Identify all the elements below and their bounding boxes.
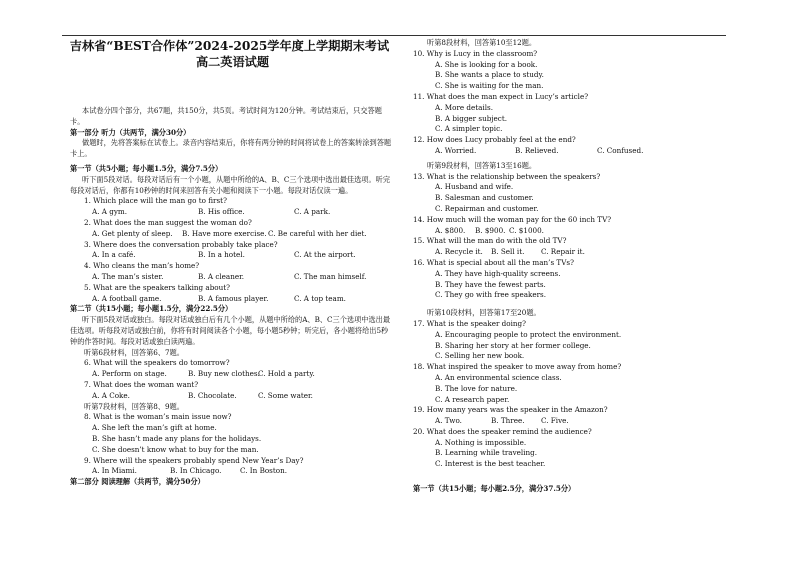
question-7: 7. What does the woman want? [84,379,199,389]
section1-instructions: 听下面5段对话。每段对话后有一个小题，从题中所给的A、B、C三个选项中选出最佳选项。听完每段对话后，你都有10秒钟的时间来回答有关小题和阅读下一小题。每段对话仅读一遍。 [70,174,391,195]
option: C. The man himself. [294,271,367,281]
part1-note: 做题时，先将答案标在试卷上。录音内容结束后，你将有两分钟的时间将试卷上的答案转涂到答题卡上。 [70,138,392,159]
option: A. Recycle it. [435,247,483,257]
question-10-option-b: B. She wants a place to study. [435,70,544,80]
option: A. Worried. [435,145,477,155]
option: B. In Chicago. [170,466,222,476]
option: C. Some water. [258,390,313,400]
question-16-option-a: A. They have high-quality screens. [435,268,561,278]
part1-heading: 第一部分 听力（共两节，满分30分） [70,127,191,137]
question-18-option-b: B. The love for nature. [435,383,518,393]
section2-heading: 第二节（共15小题；每小题1.5分，满分22.5分） [70,304,233,314]
question-18: 18. What inspired the speaker to move away from home? [413,362,622,372]
question-20-option-a: A. Nothing is impossible. [435,437,527,447]
right-column [413,38,733,495]
option: A. The man’s sister. [92,271,164,281]
reading-section1-heading: 第一节（共15小题；每小题2.5分，满分37.5分） [413,484,576,494]
question-17-option-c: C. Selling her new book. [435,351,525,361]
question-10-option-c: C. She is waiting for the man. [435,81,544,91]
option: B. Sell it. [491,247,525,257]
question-19-options [413,416,733,427]
part2-heading: 第二部分 阅读理解（共两节，满分50分） [70,477,205,487]
option: A. A football game. [92,293,162,303]
option: C. Be careful with her diet. [268,228,367,238]
question-19: 19. How many years was the speaker in the Amazon? [413,405,608,415]
option: B. His office. [198,207,245,217]
option: B. Relieved. [515,145,559,155]
question-12: 12. How does Lucy probably feel at the end? [413,135,576,145]
option: B. A famous player. [198,293,269,303]
exam-intro: 本试卷分四个部分，共67题，共150分，共5页。考试时间为120分钟。考试结束后，只交答题卡。 [70,106,382,126]
question-1-options [70,207,395,218]
option: B. Have more exercise. [182,228,267,238]
left-column [70,38,395,488]
question-7-options [70,391,395,402]
material-7-note: 听第7段材料，回答第8、9题。 [84,401,184,411]
exam-title: 吉林省“BEST合作体”2024-2025学年度上学期期末考试 [69,39,390,53]
question-9-options [70,466,395,477]
option: B. Buy new clothes. [188,369,260,379]
header-rule [62,35,726,36]
question-20: 20. What does the speaker remind the audience? [413,426,592,436]
question-3: 3. Where does the conversation probably take place? [84,239,278,249]
question-3-options [70,250,395,261]
option: C. At the airport. [294,250,356,260]
question-11-option-a: A. More details. [435,102,494,112]
question-2: 2. What does the man suggest the woman do? [84,217,252,227]
material-10-note: 听第10段材料，回答第17至20题。 [427,308,541,318]
option: B. In a hotel. [198,250,245,260]
question-20-option-b: B. Learning while traveling. [435,448,537,458]
option: C. Confused. [597,145,644,155]
question-13-option-b: B. Salesman and customer. [435,193,534,203]
question-13-option-c: C. Repairman and customer. [435,203,539,213]
option: C. $1000. [509,225,544,235]
question-18-option-c: C. A research paper. [435,394,510,404]
question-16: 16. What is special about all the man’s TVs? [413,257,574,267]
question-9: 9. Where will the speakers probably spend New Year’s Day? [84,455,304,465]
option: B. A cleaner. [198,271,245,281]
question-17-option-a: A. Encouraging people to protect the environment. [435,329,622,339]
option: C. A park. [294,207,331,217]
exam-subtitle: 高二英语试题 [195,55,270,69]
question-11-option-b: B. A bigger subject. [435,113,508,123]
option: A. In a café. [92,250,136,260]
question-16-option-c: C. They go with free speakers. [435,290,547,300]
option: A. $800. [435,225,466,235]
question-14-options [413,226,733,237]
question-13: 13. What is the relationship between the speakers? [413,171,601,181]
option: A. Two. [435,416,462,426]
option: C. In Boston. [240,466,287,476]
question-10-option-a: A. She is looking for a book. [435,59,538,69]
question-6: 6. What will the speakers do tomorrow? [84,358,230,368]
question-5-options [70,294,395,305]
option: C. A top team. [294,293,346,303]
question-8-option-b: B. She hasn’t made any plans for the holidays. [92,433,262,443]
material-9-note: 听第9段材料，回答第13至16题。 [427,160,537,170]
question-10: 10. Why is Lucy in the classroom? [413,48,538,58]
option: B. Chocolate. [188,390,237,400]
option: C. Hold a party. [258,369,315,379]
question-12-options [413,146,733,157]
option: A. A Coke. [92,390,130,400]
question-11: 11. What does the man expect in Lucy’s article? [413,91,589,101]
question-13-option-a: A. Husband and wife. [435,182,514,192]
question-16-option-b: B. They have the fewest parts. [435,279,546,289]
question-14: 14. How much will the woman pay for the 60 inch TV? [413,214,612,224]
option: A. A gym. [92,207,127,217]
question-4: 4. Who cleans the man’s home? [84,261,200,271]
question-4-options [70,272,395,283]
option: B. Three. [491,416,525,426]
question-17-option-b: B. Sharing her story at her former college. [435,340,591,350]
question-15: 15. What will the man do with the old TV? [413,236,567,246]
question-8-option-c: C. She doesn’t know what to buy for the man. [92,444,259,454]
question-17: 17. What is the speaker doing? [413,318,526,328]
section1-heading: 第一节（共5小题；每小题1.5分，满分7.5分） [70,163,223,173]
option: A. Perform on stage. [92,369,167,379]
material-8-note: 听第8段材料，回答第10至12题。 [427,38,537,47]
material-6-note: 听第6段材料，回答第6、7题。 [84,347,184,357]
option: A. In Miami. [92,466,137,476]
question-2-options [70,229,395,240]
question-20-option-c: C. Interest is the best teacher. [435,459,546,469]
option: A. Get plenty of sleep. [92,228,173,238]
question-5: 5. What are the speakers talking about? [84,282,231,292]
section2-instructions: 听下面5段对话或独白。每段对话或独白后有几个小题，从题中所给的A、B、C三个选项中选出最佳选项。听每段对话或独白前，你将有时间阅读各个小题，每小题5秒钟；听完后，各小题将给出5秒钟的作答时间。每段对话或独白读两遍。 [70,315,391,346]
question-15-options [413,247,733,258]
question-8-option-a: A. She left the man’s gift at home. [92,423,217,433]
question-11-option-c: C. A simpler topic. [435,124,503,134]
option: C. Five. [541,416,569,426]
question-1: 1. Which place will the man go to first? [84,196,227,206]
question-8: 8. What is the woman’s main issue now? [84,412,232,422]
question-6-options [70,369,395,380]
option: B. $900. [475,225,506,235]
question-18-option-a: A. An environmental science class. [435,372,562,382]
option: C. Repair it. [541,247,585,257]
